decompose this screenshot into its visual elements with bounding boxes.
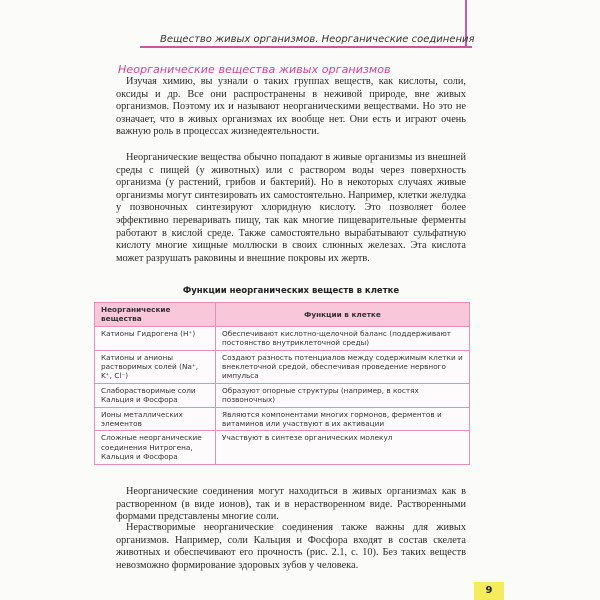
table-row <box>95 326 470 350</box>
table-cell-function: Образуют опорные структуры (например, в костях позвоночных) <box>216 383 470 407</box>
paragraph-3-text: Неорганические соединения могут находиться в живых организмах как в растворенном (в виде ионов), так и в нерастворенном виде. Растворенными формами представлены многие соли. <box>116 486 466 523</box>
table-header-substances: Неорганические вещества <box>95 303 216 327</box>
table-cell-substance: Слаборастворимые соли Кальция и Фосфора <box>95 383 216 407</box>
table-cell-function: Обеспечивают кислотно-щелочной баланс (поддерживают постоянство внутриклеточной среды) <box>216 326 470 350</box>
table-header-functions: Функции в клетке <box>216 303 470 327</box>
paragraph-4-text: Нерастворимые неорганические соединения также важны для живых организмов. Например, соли Кальция и Фосфора входят в состав скелета животных и обеспечивают его прочность (рис. 2.1, с. 10). Без таких веществ невозможно формирование здоровых зубов у человека. <box>116 522 466 571</box>
table-header-row <box>95 303 470 327</box>
paragraph-4 <box>116 522 466 572</box>
paragraph-1-text: Изучая химию, вы узнали о таких группах веществ, как кислоты, соли, оксиды и др. Все они распространены в неживой природе, вне живых организмов. Поэтому их и называют неорганическими веществами. Но это не означает, что в живых организмах их вообще нет. Они есть и играют очень важную роль в процессах жизнедеятельности. <box>116 76 466 138</box>
table-cell-substance: Катионы Гидрогена (H⁺) <box>95 326 216 350</box>
table-cell-function: Создают разность потенциалов между содержимым клетки и внеклеточной средой, обеспечивая проведение нервного импульса <box>216 350 470 383</box>
table-cell-function: Участвуют в синтезе органических молекул <box>216 431 470 464</box>
table-row <box>95 407 470 431</box>
table-row <box>95 383 470 407</box>
table-row <box>95 350 470 383</box>
paragraph-3 <box>116 486 466 524</box>
table-title: Функции неорганических веществ в клетке <box>182 286 400 296</box>
table-cell-substance: Катионы и анионы растворимых солей (Na⁺, K⁺, Cl⁻) <box>95 350 216 383</box>
running-header: Вещество живых организмов. Неорганические соединения <box>160 34 475 45</box>
paragraph-1 <box>116 76 466 139</box>
table-row <box>95 431 470 464</box>
functions-table <box>94 302 470 465</box>
paragraph-2-text: Неорганические вещества обычно попадают в живые организмы из внешней среды с пищей (у животных) или с раствором воды через поверхность организма (у растений, грибов и бактерий). Но в некоторых случаях живые организмы могут синтезировать их самостоятельно. Например, клетки желудка у позвоночных синтезируют хлоридную кислоту. Это позволяет более эффективно переваривать пищу, так как многие пищеварительные ферменты работают в кислой среде. Также самостоятельно вырабатывают сульфатную кислоту многие хищные моллюски в своих слюнных железах. Эта кислота может разрушать раковины и внешние покровы их жертв. <box>116 152 466 264</box>
table-cell-substance: Сложные неорганические соединения Нитрогена, Кальция и Фосфора <box>95 431 216 464</box>
paragraph-2 <box>116 152 466 265</box>
table-cell-function: Являются компонентами многих гормонов, ферментов и витаминов или участвуют в их активации <box>216 407 470 431</box>
section-title: Неорганические вещества живых организмов <box>118 63 391 76</box>
header-rule <box>140 46 472 48</box>
page-number: 9 <box>474 582 504 600</box>
table-cell-substance: Ионы металлических элементов <box>95 407 216 431</box>
